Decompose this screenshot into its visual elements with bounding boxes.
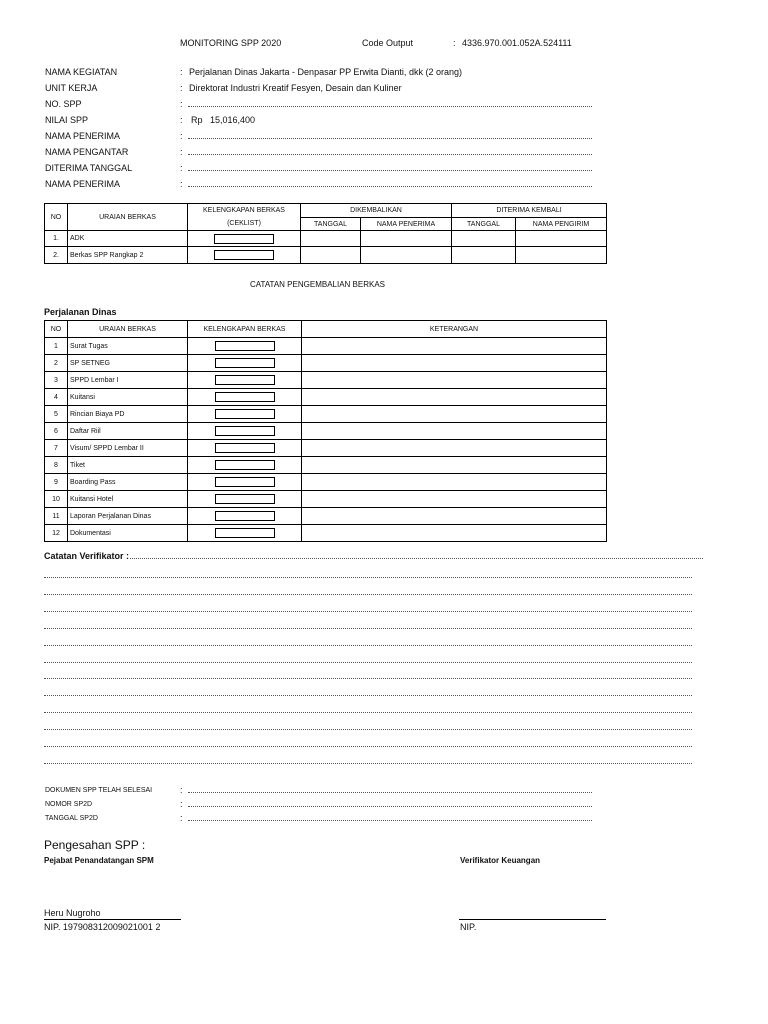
row-no: 5 <box>45 406 68 423</box>
col-nama-penerima: NAMA PENERIMA <box>361 218 452 231</box>
keterangan-cell[interactable] <box>302 525 607 542</box>
keterangan-cell[interactable] <box>302 389 607 406</box>
keterangan-cell[interactable] <box>302 440 607 457</box>
tanggal-cell[interactable] <box>301 247 361 264</box>
checkbox[interactable] <box>215 392 275 402</box>
verifikator-line[interactable] <box>44 763 692 764</box>
row-uraian: SPPD Lembar I <box>68 372 188 389</box>
row-no: 10 <box>45 491 68 508</box>
colon: : <box>180 99 183 109</box>
keterangan-cell[interactable] <box>302 372 607 389</box>
table-row <box>45 247 607 264</box>
col-kelengkapan: KELENGKAPAN BERKAS <box>188 321 302 338</box>
keterangan-cell[interactable] <box>302 338 607 355</box>
nama-penerima-cell[interactable] <box>361 247 452 264</box>
verifikator-line[interactable] <box>44 746 692 747</box>
no-spp-label: NO. SPP <box>45 99 82 109</box>
catatan-title: CATATAN PENGEMBALIAN BERKAS <box>250 280 385 289</box>
row-uraian: ADK <box>68 231 188 247</box>
table-row <box>45 231 607 247</box>
row-uraian: Kuitansi Hotel <box>68 491 188 508</box>
colon: : <box>180 131 183 141</box>
nilai-spp-label: NILAI SPP <box>45 115 89 125</box>
verifikator-line[interactable] <box>44 577 692 578</box>
keterangan-cell[interactable] <box>302 355 607 372</box>
nilai-spp-value: 15,016,400 <box>210 115 256 125</box>
row-uraian: Daftar Riil <box>68 423 188 440</box>
colon: : <box>180 147 183 157</box>
colon: : <box>180 799 183 809</box>
left-signature-line <box>44 919 181 920</box>
checkbox[interactable] <box>215 358 275 368</box>
row-uraian: Tiket <box>68 457 188 474</box>
code-output-colon: : <box>453 38 456 48</box>
tanggal2-cell[interactable] <box>452 247 516 264</box>
col-uraian: URAIAN BERKAS <box>68 204 188 231</box>
nama-kegiatan-label: NAMA KEGIATAN <box>45 67 118 77</box>
dokumen-selesai-label: DOKUMEN SPP TELAH SELESAI <box>45 787 153 794</box>
col-no: NO <box>45 204 68 231</box>
keterangan-cell[interactable] <box>302 508 607 525</box>
col-ceklist: (CEKLIST) <box>188 218 301 231</box>
row-uraian: SP SETNEG <box>68 355 188 372</box>
pengembalian-table <box>44 320 607 542</box>
verifikator-line[interactable] <box>44 678 692 679</box>
unit-kerja-value: Direktorat Industri Kreatif Fesyen, Desain dan Kuliner <box>189 83 402 93</box>
checkbox[interactable] <box>215 511 275 521</box>
table-row <box>45 440 607 457</box>
col-dikembalikan: DIKEMBALIKAN <box>301 204 452 218</box>
diterima-tanggal-label: DITERIMA TANGGAL <box>45 163 133 173</box>
col-no: NO <box>45 321 68 338</box>
row-no: 6 <box>45 423 68 440</box>
nama-pengirim-cell[interactable] <box>516 231 607 247</box>
row-no: 2. <box>45 247 68 264</box>
nama-penerima2-field[interactable] <box>188 186 592 187</box>
berkas-table <box>44 203 607 264</box>
nama-kegiatan-value: Perjalanan Dinas Jakarta - Denpasar PP Erwita Dianti, dkk (2 orang) <box>189 67 462 77</box>
nama-penerima2-label: NAMA PENERIMA <box>45 179 121 189</box>
row-no: 4 <box>45 389 68 406</box>
row-uraian: Kuitansi <box>68 389 188 406</box>
col-kelengkapan: KELENGKAPAN BERKAS <box>188 204 301 218</box>
row-uraian: Boarding Pass <box>68 474 188 491</box>
row-no: 1. <box>45 231 68 247</box>
colon: : <box>180 67 183 77</box>
code-output-value: 4336.970.001.052A.524111 <box>462 38 572 48</box>
table-row <box>45 474 607 491</box>
verifikator-line[interactable] <box>44 662 692 663</box>
colon: : <box>180 115 183 125</box>
right-role: Verifikator Keuangan <box>460 856 541 865</box>
keterangan-cell[interactable] <box>302 423 607 440</box>
pengesahan-title: Pengesahan SPP : <box>44 838 146 852</box>
unit-kerja-label: UNIT KERJA <box>45 83 98 93</box>
section-title: Perjalanan Dinas <box>44 307 117 317</box>
nama-penerima-cell[interactable] <box>361 231 452 247</box>
table-row <box>45 389 607 406</box>
right-signature-line <box>459 919 606 920</box>
colon: : <box>180 179 183 189</box>
diterima-tanggal-field[interactable] <box>188 170 592 171</box>
nomor-sp2d-label: NOMOR SP2D <box>45 801 93 808</box>
checkbox[interactable] <box>215 443 275 453</box>
col-keterangan: KETERANGAN <box>302 321 607 338</box>
keterangan-cell[interactable] <box>302 491 607 508</box>
col-tanggal: TANGGAL <box>301 218 361 231</box>
keterangan-cell[interactable] <box>302 406 607 423</box>
row-uraian: Visum/ SPPD Lembar II <box>68 440 188 457</box>
code-output-label: Code Output <box>362 38 414 48</box>
nama-pengantar-label: NAMA PENGANTAR <box>45 147 129 157</box>
verifikator-line[interactable] <box>130 558 703 559</box>
col-tanggal2: TANGGAL <box>452 218 516 231</box>
colon: : <box>180 163 183 173</box>
col-nama-pengirim: NAMA PENGIRIM <box>516 218 607 231</box>
table-row <box>45 372 607 389</box>
keterangan-cell[interactable] <box>302 457 607 474</box>
checkbox[interactable] <box>214 250 274 260</box>
row-no: 3 <box>45 372 68 389</box>
table-row <box>45 355 607 372</box>
row-uraian: Dokumentasi <box>68 525 188 542</box>
tanggal-sp2d-field[interactable] <box>188 820 592 821</box>
table-row <box>45 508 607 525</box>
table-row <box>45 491 607 508</box>
checkbox[interactable] <box>215 341 275 351</box>
document-title: MONITORING SPP 2020 <box>180 38 282 48</box>
colon: : <box>180 83 183 93</box>
checkbox[interactable] <box>214 234 274 244</box>
nama-penerima-label: NAMA PENERIMA <box>45 131 121 141</box>
checkbox[interactable] <box>215 460 275 470</box>
col-diterima-kembali: DITERIMA KEMBALI <box>452 204 607 218</box>
row-no: 9 <box>45 474 68 491</box>
tanggal-sp2d-label: TANGGAL SP2D <box>45 815 98 822</box>
table-row <box>45 457 607 474</box>
table-row <box>45 406 607 423</box>
right-signer-nip: NIP. <box>460 922 477 932</box>
row-no: 12 <box>45 525 68 542</box>
no-spp-field[interactable] <box>188 106 592 107</box>
nama-penerima-field[interactable] <box>188 138 592 139</box>
row-no: 7 <box>45 440 68 457</box>
table-row <box>45 338 607 355</box>
col-uraian: URAIAN BERKAS <box>68 321 188 338</box>
checkbox[interactable] <box>215 477 275 487</box>
row-uraian: Surat Tugas <box>68 338 188 355</box>
row-uraian: Rincian Biaya PD <box>68 406 188 423</box>
left-role: Pejabat Penandatangan SPM <box>44 856 154 865</box>
checkbox[interactable] <box>215 375 275 385</box>
dokumen-selesai-field[interactable] <box>188 792 592 793</box>
verifikator-line[interactable] <box>44 712 692 713</box>
tanggal2-cell[interactable] <box>452 231 516 247</box>
verifikator-line[interactable] <box>44 695 692 696</box>
row-no: 11 <box>45 508 68 525</box>
checkbox[interactable] <box>215 426 275 436</box>
keterangan-cell[interactable] <box>302 474 607 491</box>
left-signer-name: Heru Nugroho <box>44 908 101 918</box>
nilai-spp-currency: Rp <box>191 115 203 125</box>
nomor-sp2d-field[interactable] <box>188 806 592 807</box>
row-no: 2 <box>45 355 68 372</box>
verifikator-label: Catatan Verifikator : <box>44 551 130 561</box>
tanggal-cell[interactable] <box>301 231 361 247</box>
verifikator-line[interactable] <box>44 611 692 612</box>
verifikator-line[interactable] <box>44 645 692 646</box>
row-uraian: Berkas SPP Rangkap 2 <box>68 247 188 264</box>
verifikator-line[interactable] <box>44 729 692 730</box>
row-uraian: Laporan Perjalanan Dinas <box>68 508 188 525</box>
nama-pengantar-field[interactable] <box>188 154 592 155</box>
left-signer-nip: NIP. 197908312009021001 2 <box>44 922 161 932</box>
table-row <box>45 525 607 542</box>
verifikator-line[interactable] <box>44 594 692 595</box>
table-row <box>45 423 607 440</box>
row-no: 1 <box>45 338 68 355</box>
row-no: 8 <box>45 457 68 474</box>
colon: : <box>180 785 183 795</box>
checkbox[interactable] <box>215 494 275 504</box>
colon: : <box>180 813 183 823</box>
checkbox[interactable] <box>215 528 275 538</box>
checkbox[interactable] <box>215 409 275 419</box>
nama-pengirim-cell[interactable] <box>516 247 607 264</box>
verifikator-line[interactable] <box>44 628 692 629</box>
